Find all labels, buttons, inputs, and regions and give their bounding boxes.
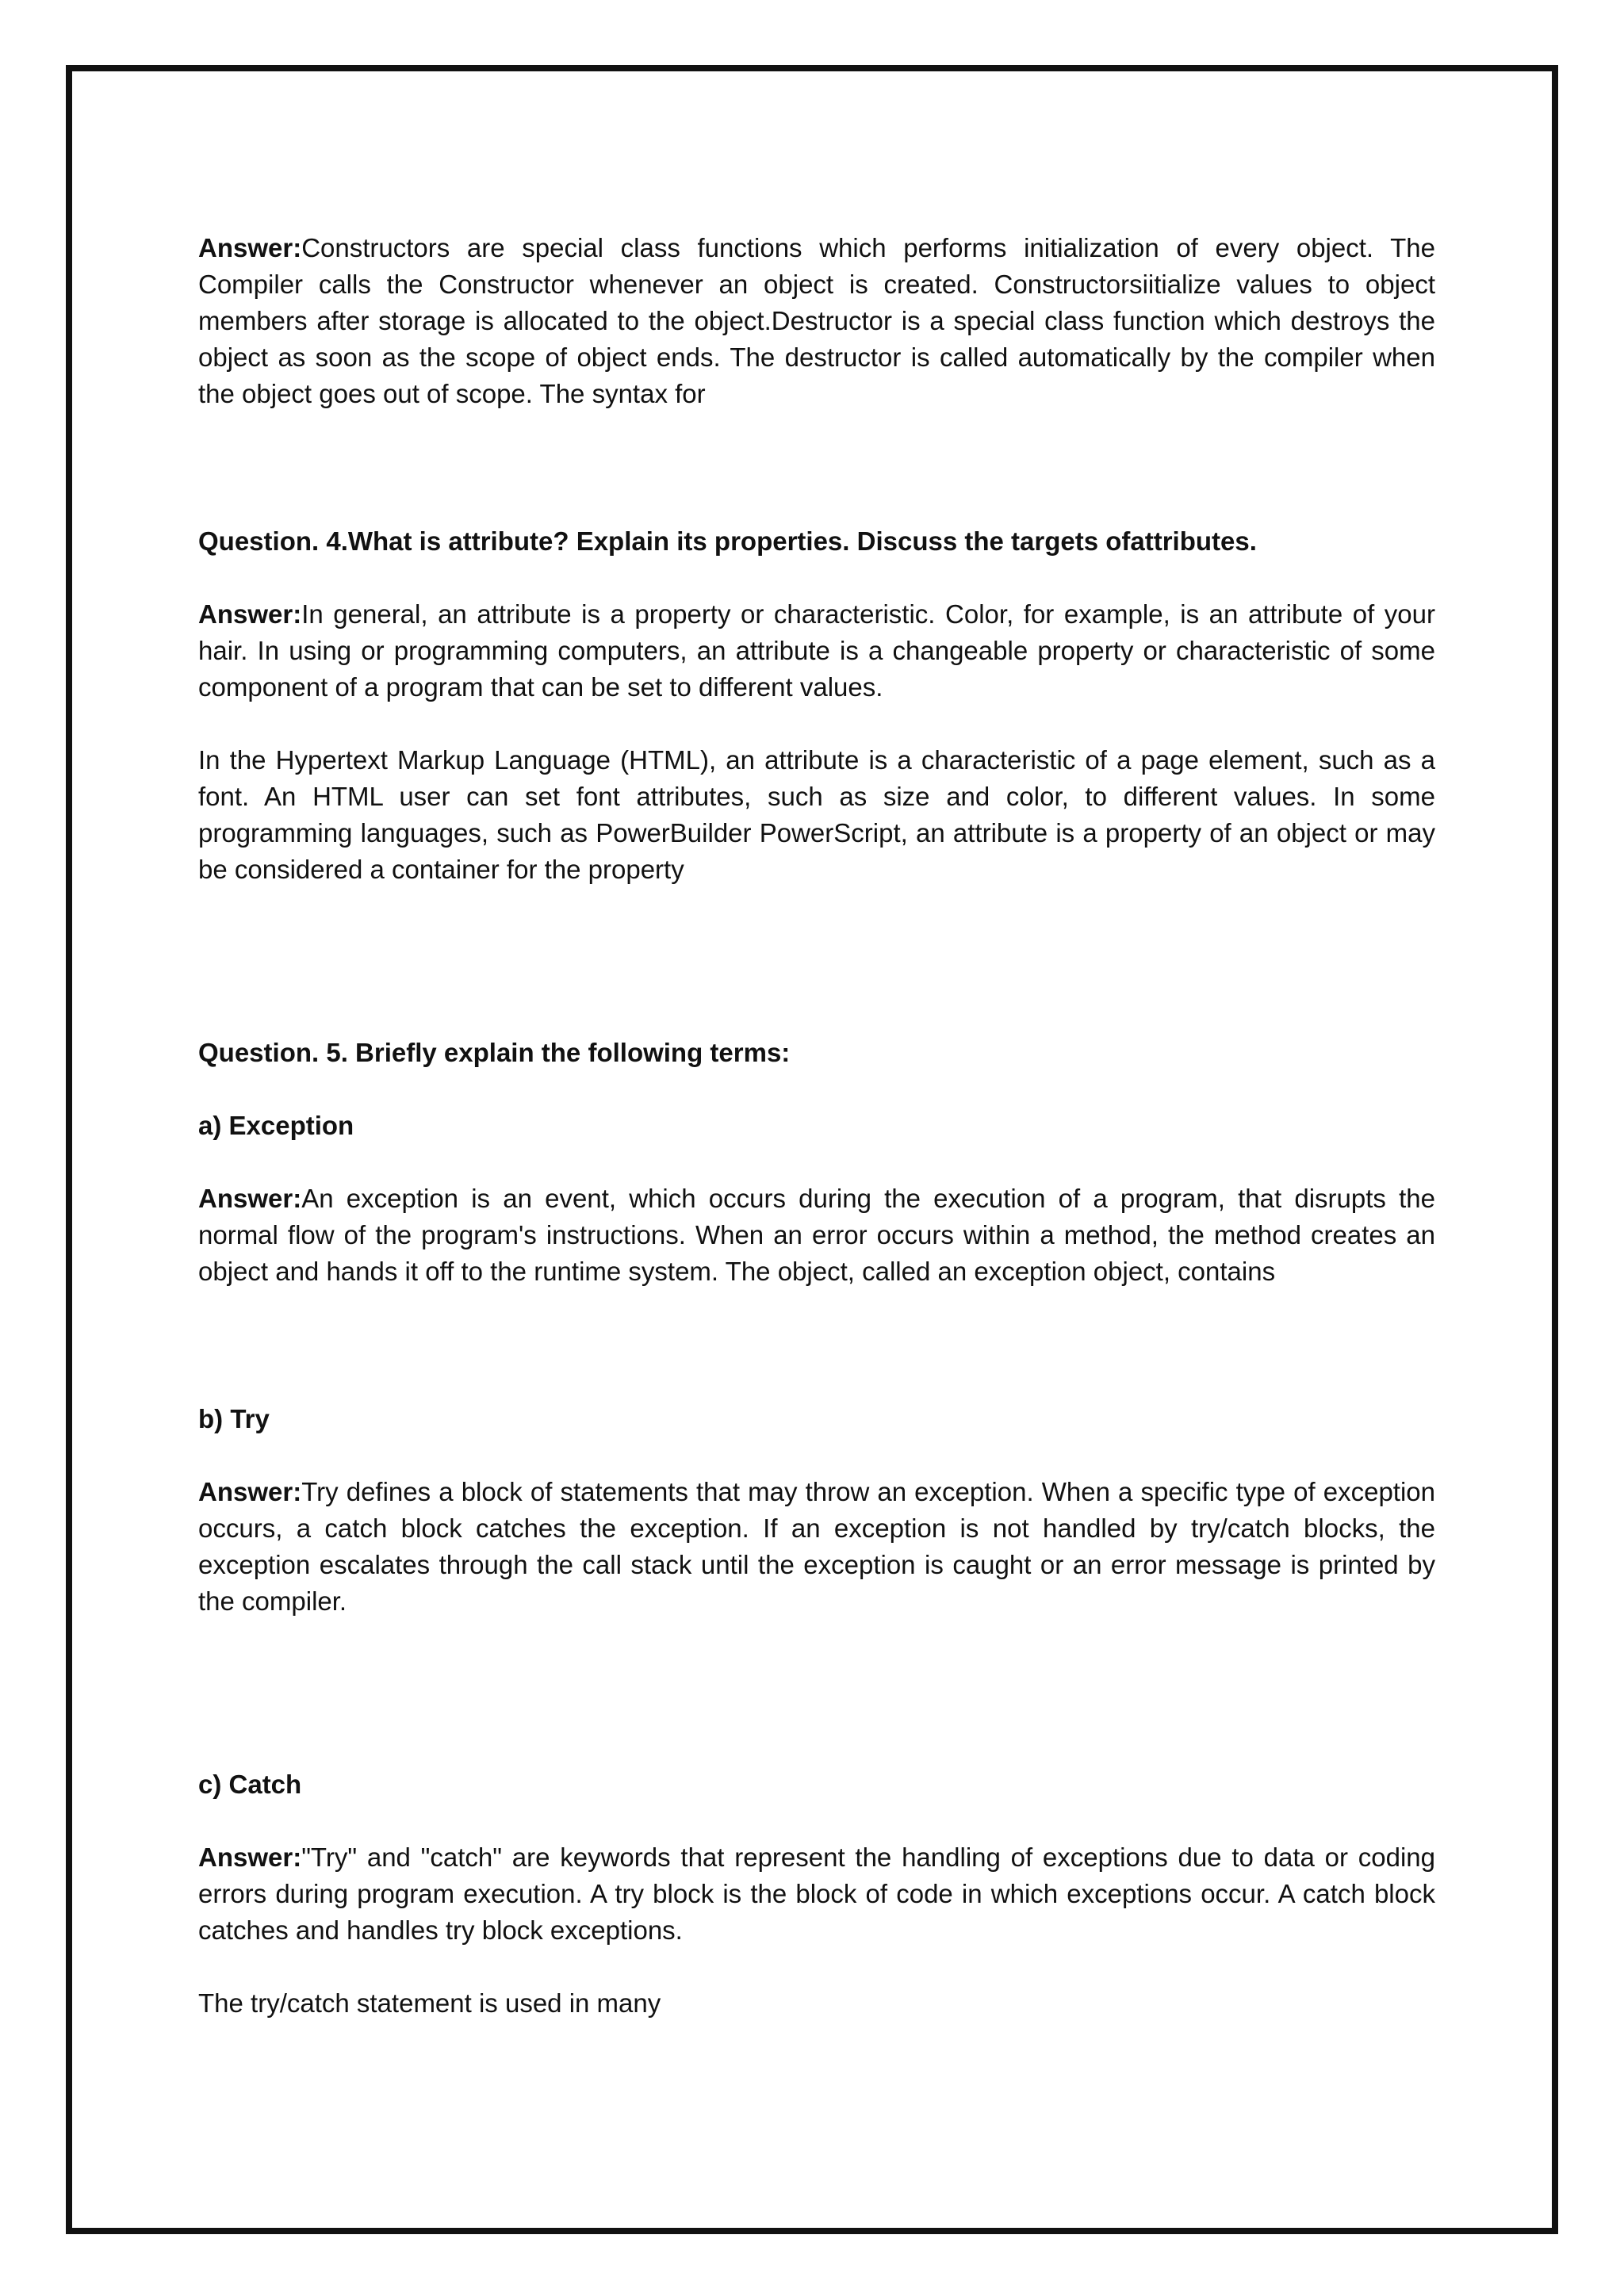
answer-label: Answer: — [198, 1843, 302, 1872]
question-4-heading: Question. 4.What is attribute? Explain its properties. Discuss the targets ofattributes. — [198, 526, 1257, 556]
document-body — [198, 230, 1435, 2022]
question-5-heading: Question. 5. Briefly explain the following terms: — [198, 1038, 791, 1067]
answer-label: Answer: — [198, 233, 302, 262]
answer-text: An exception is an event, which occurs during the execution of a program, that disrupts the normal flow of the program's instructions. When an error occurs within a method, the method creates an object and hands it off to the runtime system. The object, called an exception object, contains — [198, 1184, 1435, 1286]
answer-label: Answer: — [198, 599, 302, 629]
answer-text: Constructors are special class functions which performs initialization of every object. The Compiler calls the Constructor whenever an object is created. Constructorsiitialize values to object members after storage is allocated to the object.Destructor is a special class function which destroys the object as soon as the scope of object ends. The destructor is called automatically by the compiler when the object goes out of scope. The syntax for — [198, 233, 1435, 408]
answer-try — [198, 1474, 1435, 1620]
answer-label: Answer: — [198, 1477, 302, 1506]
answer-attribute — [198, 596, 1435, 706]
paragraph-html-attribute: In the Hypertext Markup Language (HTML), an attribute is a characteristic of a page element, such as a font. An HTML user can set font attributes, such as size and color, to different values. In some programming languages, such as PowerBuilder PowerScript, an attribute is a property of an object or may be considered a container for the property — [198, 745, 1435, 884]
answer-text: "Try" and "catch" are keywords that represent the handling of exceptions due to data or coding errors during program execution. A try block is the block of code in which exceptions occur. A catch block catches and handles try block exceptions. — [198, 1843, 1435, 1945]
answer-exception — [198, 1181, 1435, 1290]
answer-text: In general, an attribute is a property or characteristic. Color, for example, is an attribute of your hair. In using or programming computers, an attribute is a changeable property or characteristic of some component of a program that can be set to different values. — [198, 599, 1435, 702]
paragraph-try-catch: The try/catch statement is used in many — [198, 1988, 661, 2018]
term-try-heading: b) Try — [198, 1404, 270, 1433]
term-exception-heading: a) Exception — [198, 1111, 354, 1140]
answer-catch — [198, 1839, 1435, 1949]
answer-text: Try defines a block of statements that may throw an exception. When a specific type of exception occurs, a catch block catches the exception. If an exception is not handled by try/catch blocks, the exception escalates through the call stack until the exception is caught or an error message is printed by the compiler. — [198, 1477, 1435, 1616]
term-catch-heading: c) Catch — [198, 1770, 302, 1799]
answer-constructors — [198, 230, 1435, 412]
answer-label: Answer: — [198, 1184, 302, 1213]
